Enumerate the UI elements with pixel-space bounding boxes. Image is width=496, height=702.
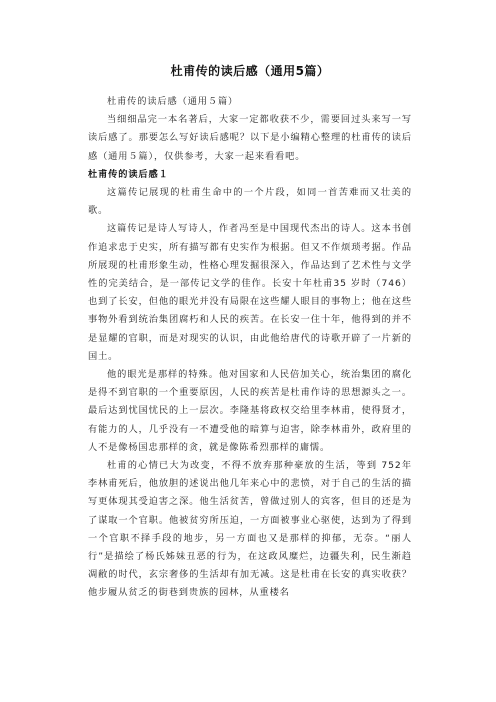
body-paragraph: 杜甫的心情已大为改变，不得不放弃那种豪放的生活，等到 752年李林甫死后，他放胆的述说出他几年来心中的悲愤，对于自己的生活的描写更体现其受迫害之深。他生活贫苦，曾做过别人的宾客，但目的还是为了谋取一个官职。他被贫穷所压迫，一方面被事业心驱使，达到为了得到一个官职不择手段的地步，另一方面也又是那样的抑郁，无奈。“丽人行”是描绘了杨氏姊妹丑恶的行为，在这政风糜烂，边疆失利，民生渐趋凋敝的时代，玄宗奢侈的生活却有加无减。这是杜甫在长安的真实收获？他步履从贫乏的街巷到贵族的园林，从重楼名 (88, 460, 412, 599)
section-heading: 杜甫传的读后感１ (88, 168, 169, 180)
body-paragraph: 这篇传记展现的杜甫生命中的一个片段，如同一首苦难而又壮美的歌。 (88, 187, 412, 217)
intro-paragraph: 当细细品完一本名著后，大家一定都收获不少，需要回过头来写一写读后感了。那要怎么写好读后感呢？以下是小编精心整理的杜甫传的读后感（通用５篇），仅供参考，大家一起来看看吧。 (88, 114, 412, 162)
body-paragraph: 他的眼光是那样的特殊。他对国家和人民倍加关心，统治集团的腐化是得不到官职的一个重要原因，人民的疾苦是杜甫作诗的思想源头之一。最后达到忧国忧民的上一层次。李隆基将政权交给里李林甫，使得贤才，有能力的人，几乎没有一不遭受他的暗算与迫害，除李林甫外，政府里的人不是像杨国忠那样的贪，就是像陈希烈那样的庸懦。 (88, 369, 412, 453)
body-paragraph: 这篇传记是诗人写诗人，作者冯至是中国现代杰出的诗人。这本书创作追求忠于史实，所有描写都有史实作为根据。但又不作烦琐考据。作品所展现的杜甫形象生动，性格心理发掘很深入，作品达到了艺术性与文学性的完美结合，是一部传记文学的佳作。长安十年杜甫35 岁时（746）也到了长安，但他的眼光并没有局限在这些耀人眼目的事物上；他在这些事物外看到统治集团腐朽和人民的疾苦。在长安一住十年，他得到的并不是显耀的官职，而是对现实的认识，由此他给唐代的诗歌开辟了一片新的国土。 (88, 223, 412, 362)
subtitle-paragraph: 杜甫传的读后感（通用５篇） (107, 96, 239, 107)
document-title: 杜甫传的读后感（通用5篇） (170, 64, 330, 78)
document-page (88, 62, 412, 603)
